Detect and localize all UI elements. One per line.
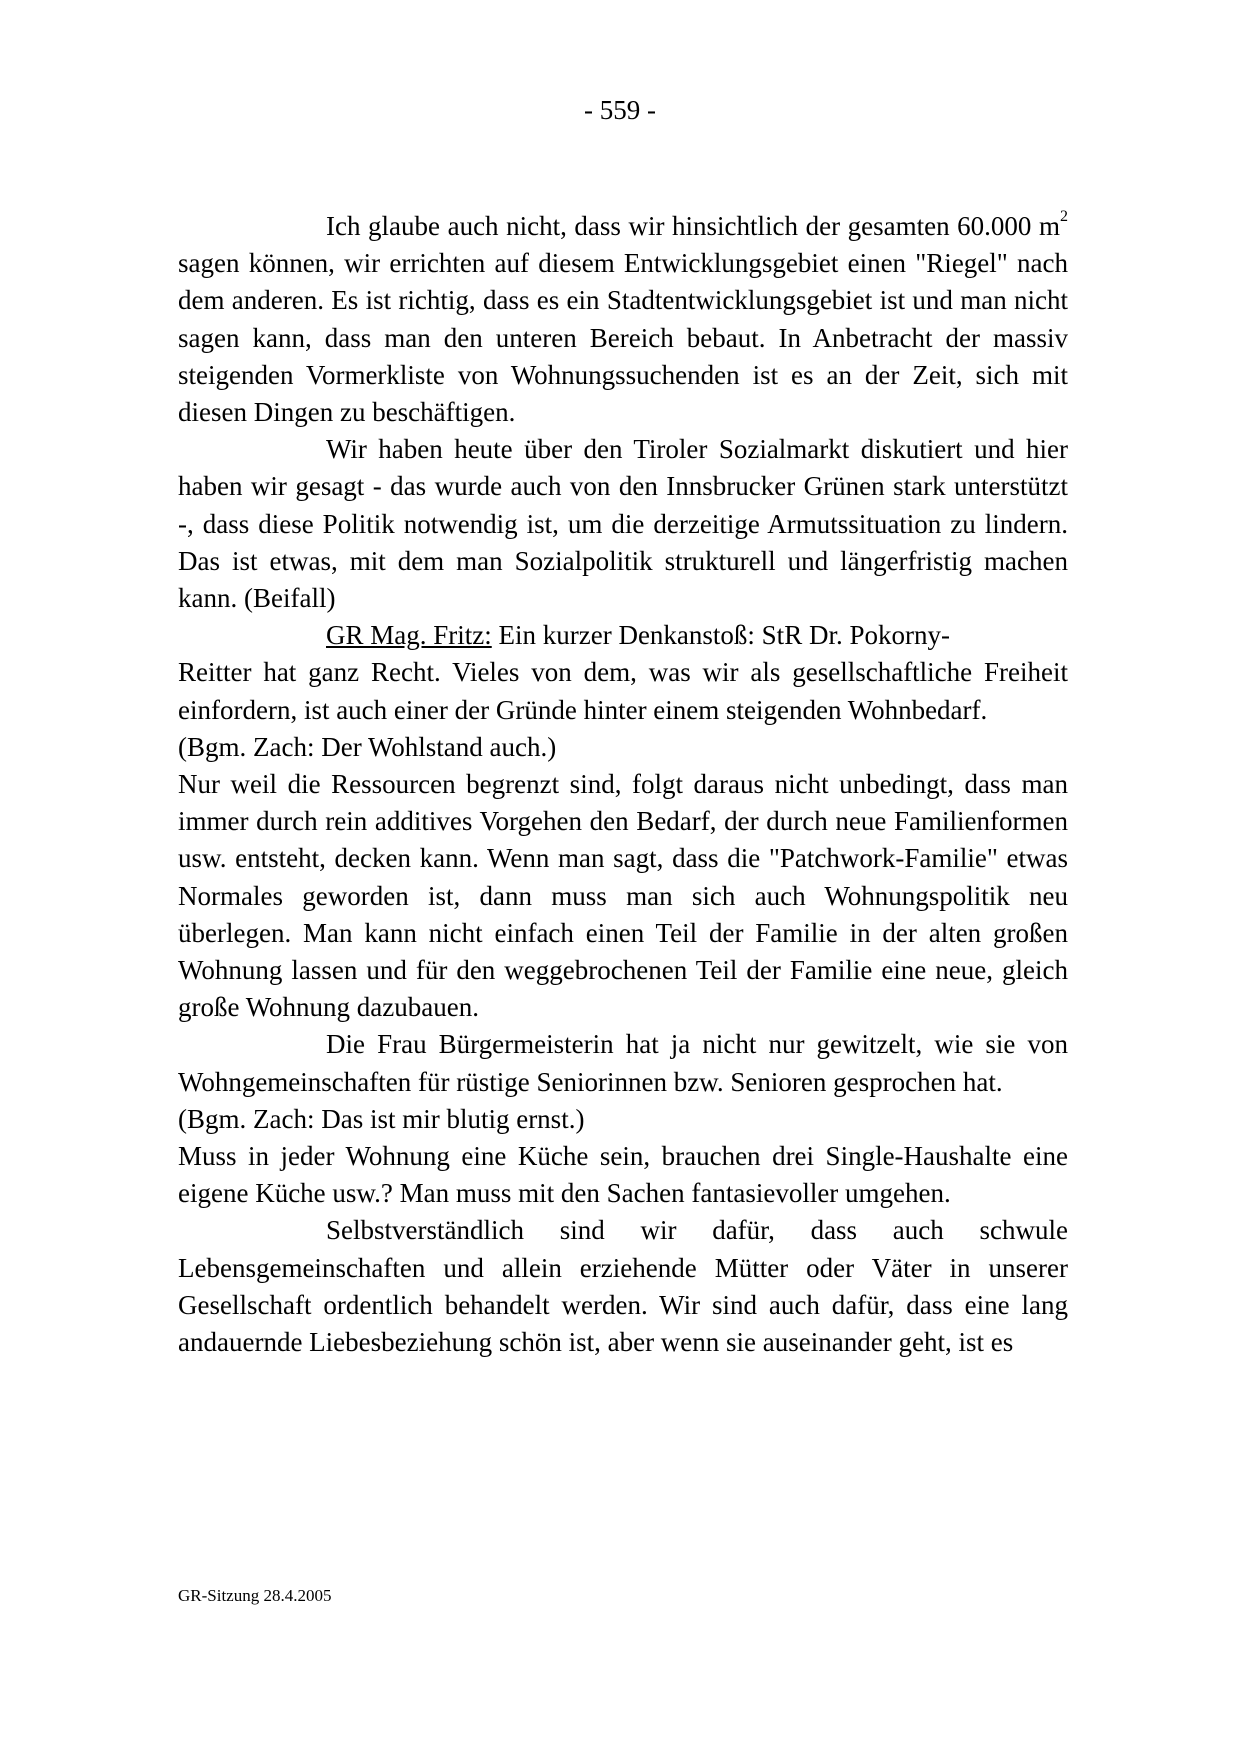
paragraph-3-continued: Reitter hat ganz Recht. Vieles von dem, was wir als gesellschaftliche Freiheit einfordern, ist auch einer der Gründe hinter einem steigenden Wohnbedarf.	[178, 657, 1068, 725]
page-number: - 559 -	[584, 95, 656, 125]
paragraph-1-text-a: Ich glaube auch nicht, dass wir hinsichtlich der gesamten 60.000 m	[326, 211, 1060, 241]
paragraph-3-first-line	[178, 617, 1068, 654]
paragraph-1-text-b: sagen können, wir errichten auf diesem Entwicklungsgebiet einen "Riegel" nach dem anderen. Es ist richtig, dass es ein Stadtentwicklungsgebiet ist und man nicht sagen kann, dass man den unteren Bereich bebaut. In Anbetracht der massiv steigenden Vormerkliste von Wohnungssuchenden ist es an der Zeit, sich mit diesen Dingen zu beschäftigen.	[178, 248, 1068, 428]
paragraph-2: Wir haben heute über den Tiroler Sozialmarkt diskutiert und hier haben wir gesagt - das wurde auch von den Innsbrucker Grünen stark unterstützt -, dass diese Politik notwendig ist, um die derzeitige Armutssituation zu lindern. Das ist etwas, mit dem man Sozialpolitik strukturell und längerfristig machen kann. (Beifall)	[178, 434, 1068, 614]
page-footer: GR-Sitzung 28.4.2005	[178, 1586, 332, 1605]
document-body	[178, 208, 1068, 1361]
paragraph-3-text-a: Ein kurzer Denkanstoß: StR Dr. Pokorny-	[491, 620, 950, 651]
paragraph-9: Selbstverständlich sind wir dafür, dass auch schwule Lebensgemeinschaften und allein erziehende Mütter oder Väter in unserer Gesellschaft ordentlich behandelt werden. Wir sind auch dafür, dass eine lang andauernde Liebesbeziehung schön ist, aber wenn sie auseinander geht, ist es	[178, 1215, 1068, 1358]
interjection-2: (Bgm. Zach: Das ist mir blutig ernst.)	[178, 1103, 585, 1134]
interjection-1: (Bgm. Zach: Der Wohlstand auch.)	[178, 731, 557, 762]
paragraph-1	[178, 208, 1068, 431]
superscript-squared: 2	[1060, 208, 1068, 225]
paragraph-8: Muss in jeder Wohnung eine Küche sein, brauchen drei Single-Haushalte eine eigene Küche usw.? Man muss mit den Sachen fantasievoller umgehen.	[178, 1141, 1068, 1209]
paragraph-5: Nur weil die Ressourcen begrenzt sind, folgt daraus nicht unbedingt, dass man immer durch rein additives Vorgehen den Bedarf, der durch neue Familienformen usw. entsteht, decken kann. Wenn man sagt, dass die "Patchwork-Familie" etwas Normales geworden ist, dann muss man sich auch Wohnungspolitik neu überlegen. Man kann nicht einfach einen Teil der Familie in der alten großen Wohnung lassen und für den weggebrochenen Teil der Familie eine neue, gleich große Wohnung dazubauen.	[178, 769, 1068, 1023]
paragraph-6: Die Frau Bürgermeisterin hat ja nicht nur gewitzelt, wie sie von Wohngemeinschaften für rüstige Seniorinnen bzw. Senioren gesprochen hat.	[178, 1029, 1068, 1097]
speaker-name: GR Mag. Fritz:	[326, 620, 492, 651]
